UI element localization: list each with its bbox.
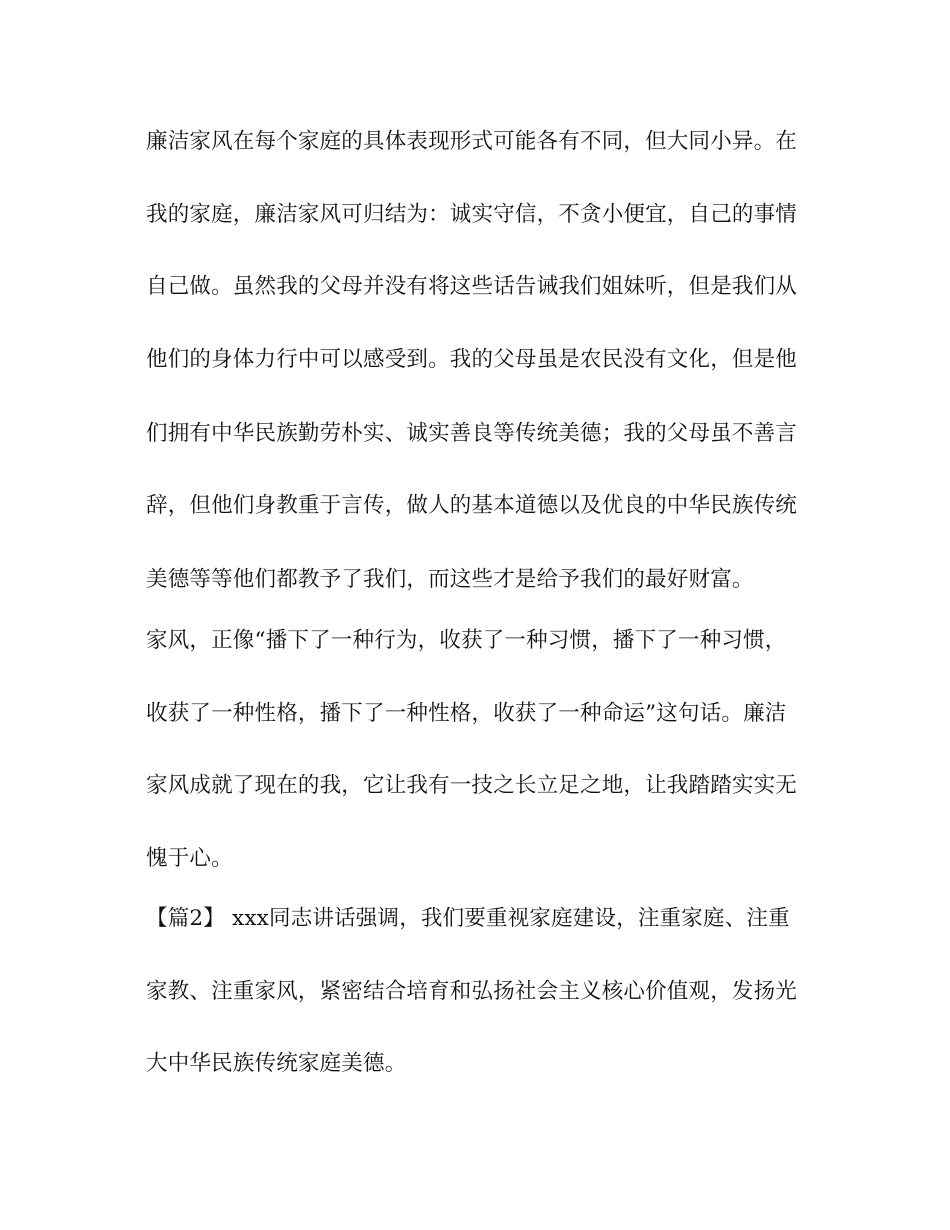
paragraph-line: 辞，但他们身教重于言传，做人的基本道德以及优良的中华民族传统 [146,493,798,518]
paragraph-line: 美德等等他们都教予了我们，而这些才是给予我们的最好财富。 [146,567,754,592]
paragraph-line: 家风成就了现在的我，它让我有一技之长立足之地，让我踏踏实实无 [146,773,798,798]
paragraph-line: 我的家庭，廉洁家风可归结为：诚实守信，不贪小便宜，自己的事情 [146,202,798,227]
paragraph-line: 愧于心。 [146,846,233,871]
paragraph-line: 大中华民族传统家庭美德。 [146,1051,407,1076]
paragraph-line: 家教、注重家风，紧密结合培育和弘扬社会主义核心价值观，发扬光 [146,979,798,1004]
paragraph-line: 他们的身体力行中可以感受到。我的父母虽是农民没有文化，但是他 [146,347,798,372]
paragraph-line: 自己做。虽然我的父母并没有将这些话告诫我们姐妹听，但是我们从 [146,274,798,299]
section-heading-line: 【篇2】 xxx同志讲话强调，我们要重视家庭建设，注重家庭、注重 [146,906,790,931]
paragraph-line: 收获了一种性格，播下了一种性格，收获了一种命运”这句话。廉洁 [146,701,787,726]
paragraph-line: 家风，正像“播下了一种行为，收获了一种习惯，播下了一种习惯， [146,628,787,653]
paragraph-line: 廉洁家风在每个家庭的具体表现形式可能各有不同，但大同小异。在 [146,129,798,154]
paragraph-line: 们拥有中华民族勤劳朴实、诚实善良等传统美德；我的父母虽不善言 [146,421,798,446]
